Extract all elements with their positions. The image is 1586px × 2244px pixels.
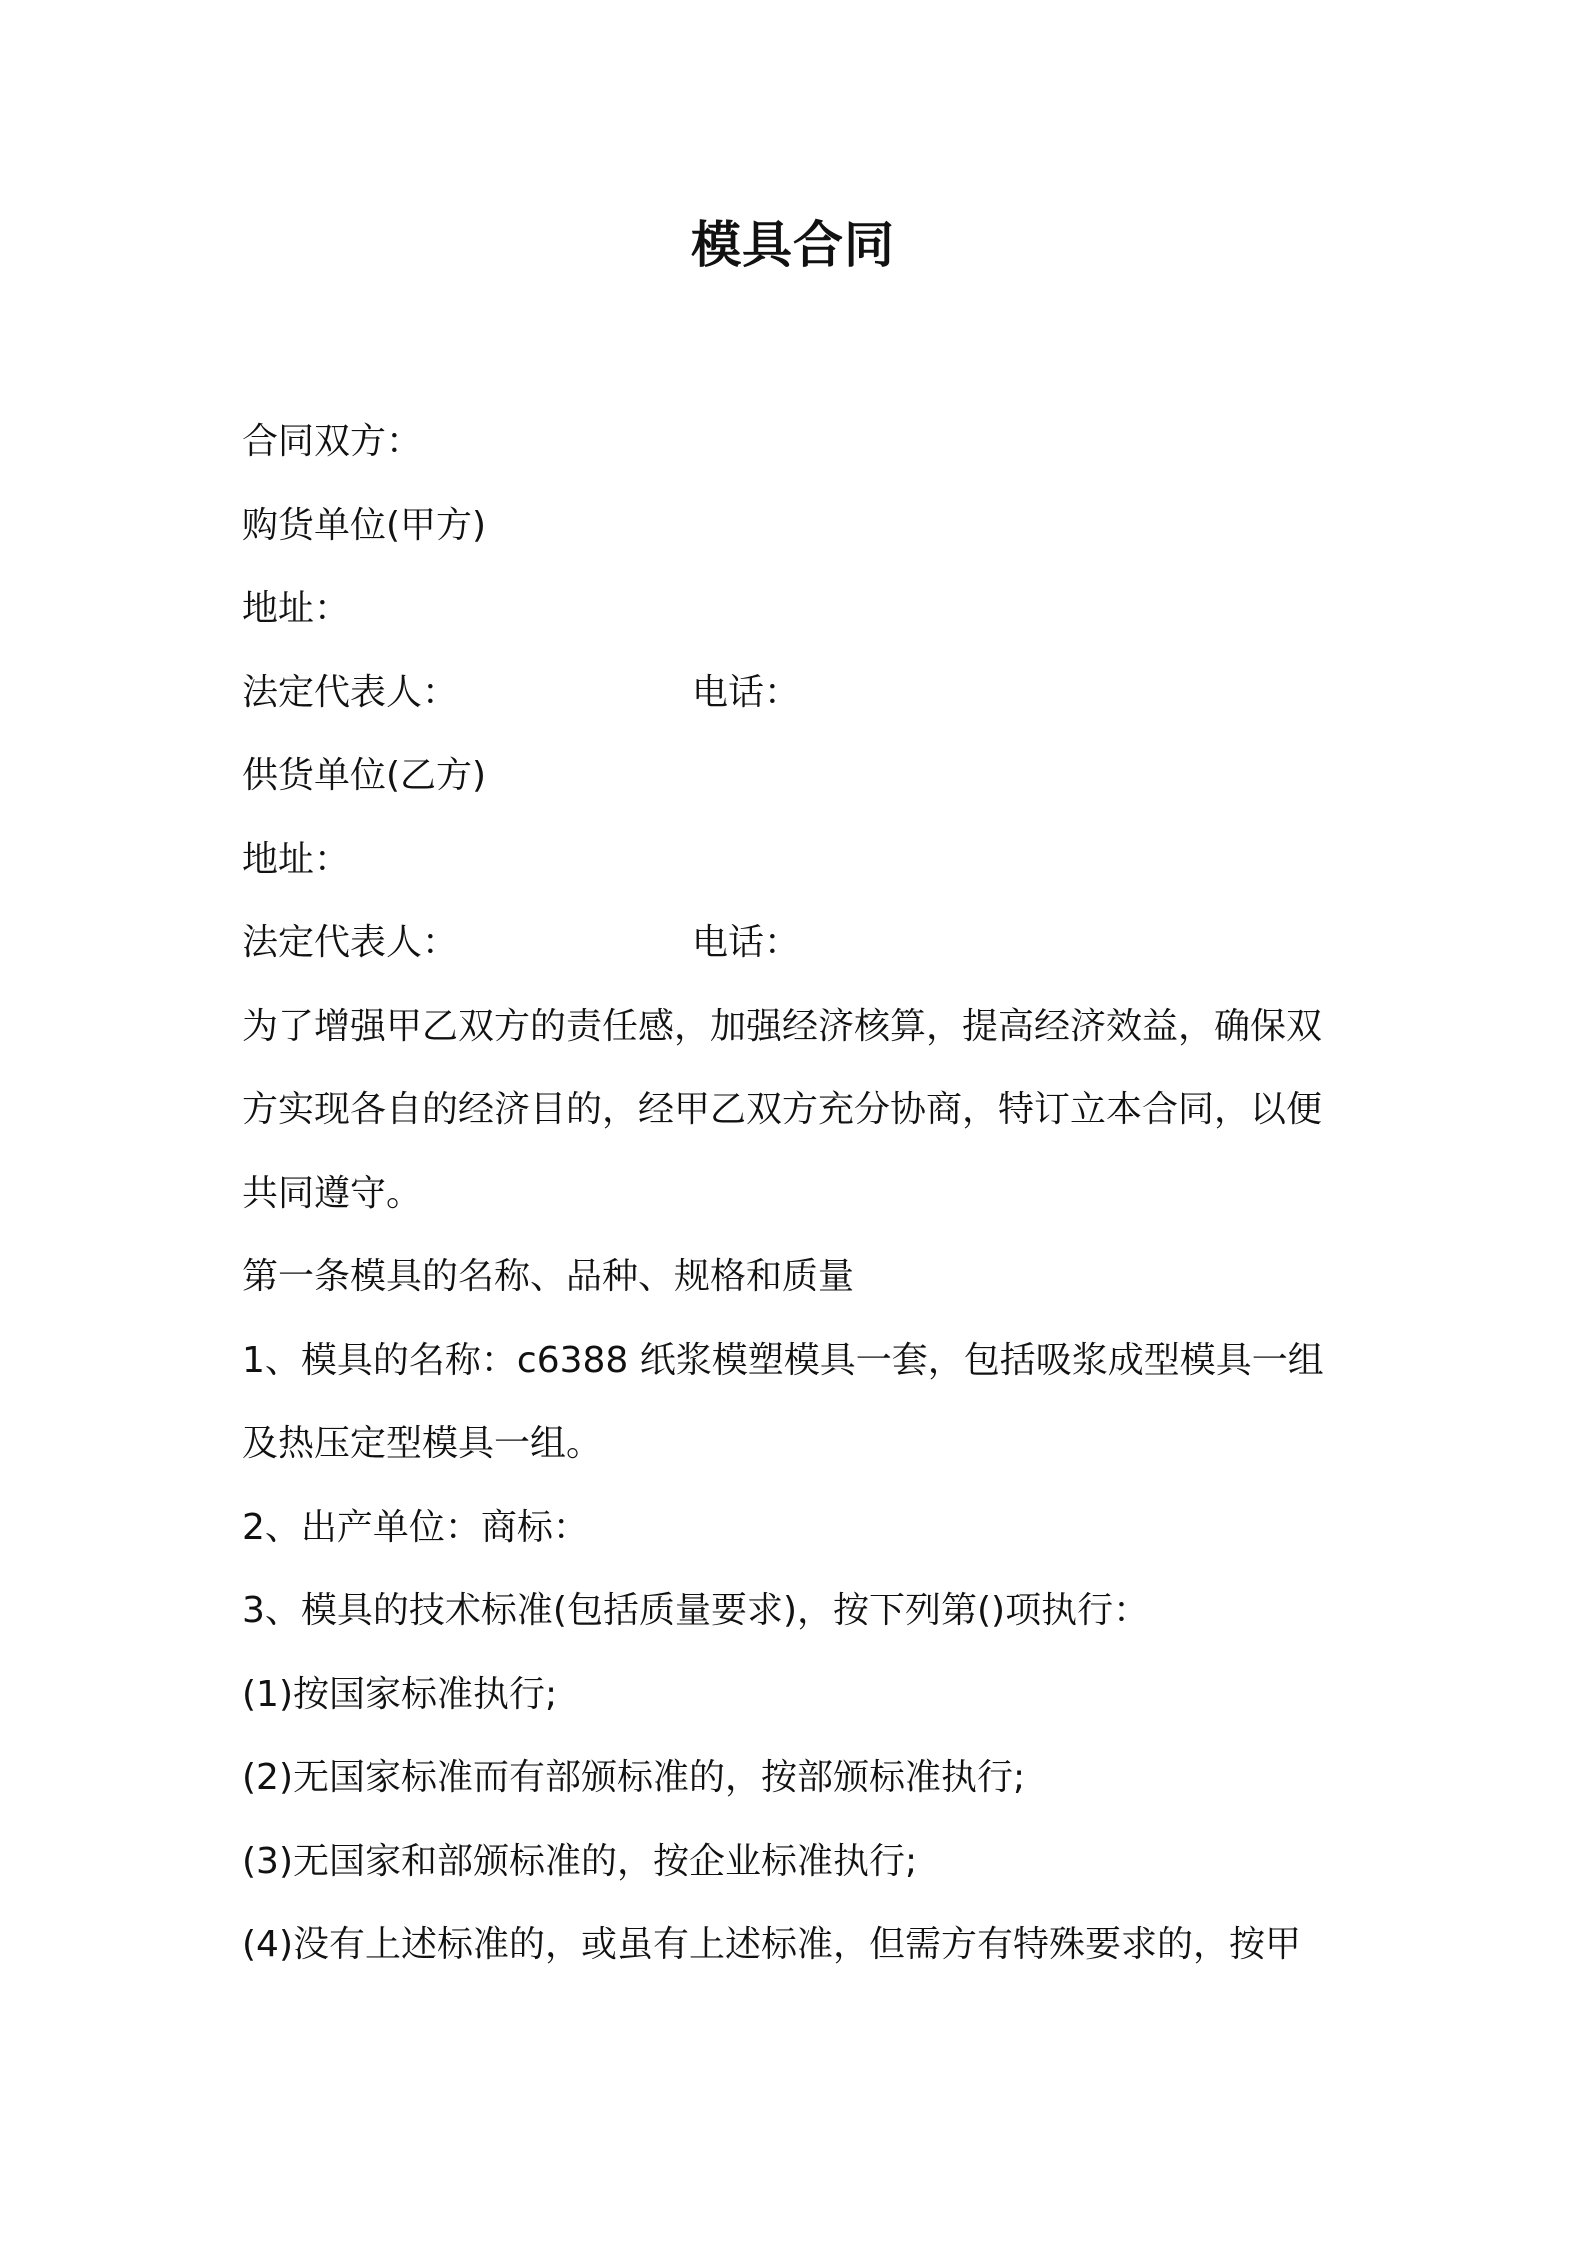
seller-address-label: 地址： [242, 838, 351, 880]
standard-option-4: (4)没有上述标准的，或虽有上述标准，但需方有特殊要求的，按甲 [242, 1924, 1301, 1965]
standard-option-2: (2)无国家标准而有部颁标准的，按部颁标准执行; [242, 1757, 1026, 1798]
parties-heading: 合同双方： [242, 421, 423, 462]
buyer-address-label: 地址： [242, 588, 351, 629]
preamble-line-2: 方实现各自的经济目的，经甲乙双方充分协商，特订立本合同，以便 [242, 1089, 1323, 1130]
seller-phone-label: 电话： [692, 922, 801, 963]
buyer-representative-label: 法定代表人： [242, 671, 459, 713]
article-1-item-1-line-1: 1、模具的名称：c6388 纸浆模塑模具一套，包括吸浆成型模具一组 [242, 1339, 1324, 1381]
article-1-item-2: 2、出产单位：商标： [242, 1506, 589, 1548]
seller-representative-label: 法定代表人： [242, 922, 459, 963]
article-1-heading: 第一条模具的名称、品种、规格和质量 [242, 1256, 855, 1297]
buyer-label: 购货单位(甲方) [242, 504, 487, 546]
article-1-item-1-line-2: 及热压定型模具一组。 [242, 1423, 603, 1464]
standard-option-1: (1)按国家标准执行; [242, 1673, 558, 1715]
standard-option-3: (3)无国家和部颁标准的，按企业标准执行; [242, 1840, 918, 1882]
preamble-line-1: 为了增强甲乙双方的责任感，加强经济核算，提高经济效益，确保双 [242, 1005, 1323, 1047]
seller-label: 供货单位(乙方) [242, 755, 487, 796]
seller-representative-row [242, 901, 1362, 985]
article-1-item-3: 3、模具的技术标准(包括质量要求)，按下列第()项执行： [242, 1590, 1150, 1631]
buyer-phone-label: 电话： [692, 671, 801, 713]
buyer-representative-row [242, 651, 1362, 735]
preamble-line-3: 共同遵守。 [242, 1172, 423, 1214]
document-title: 模具合同 [691, 216, 895, 274]
document-body [242, 400, 1362, 1987]
